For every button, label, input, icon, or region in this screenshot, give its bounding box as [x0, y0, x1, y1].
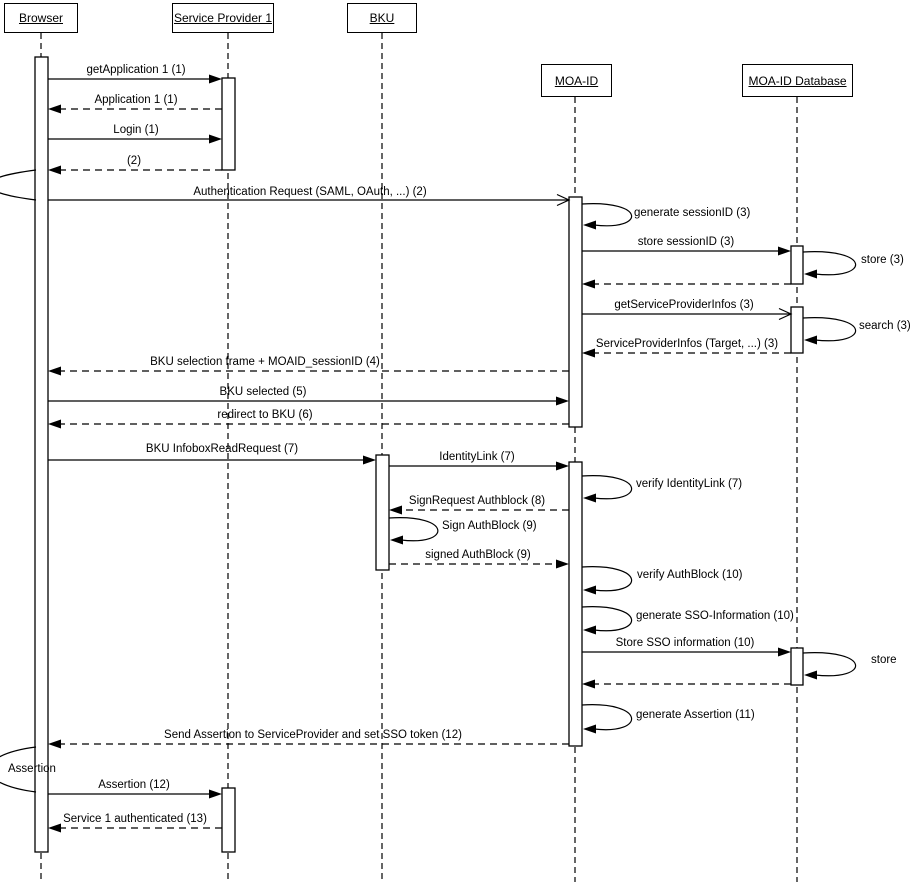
- message-label: Application 1 (1): [94, 94, 178, 106]
- arrowhead-filled: [778, 247, 791, 256]
- actor-label-moa-id-database: MOA-ID Database: [748, 73, 847, 88]
- activation-bar-moa-id-database: [791, 246, 803, 284]
- message-label: BKU InfoboxReadRequest (7): [145, 443, 299, 455]
- message-label: BKU selected (5): [219, 386, 307, 398]
- self-loop-moa-id-database: [803, 318, 856, 341]
- self-loop-label: Sign AuthBlock (9): [442, 520, 537, 532]
- actor-box-moa-id: [541, 64, 612, 97]
- actor-label-browser: Browser: [18, 11, 63, 25]
- message-label: (2): [126, 155, 142, 167]
- message-label: BKU selection frame + MOAID_sessionID (4): [150, 356, 380, 368]
- arrowhead-filled: [389, 506, 402, 515]
- arrowhead-filled: [556, 462, 569, 471]
- self-loop-label: generate Assertion (11): [636, 709, 755, 721]
- self-loop-moa-id: [582, 607, 632, 631]
- arrowhead-filled: [390, 536, 403, 545]
- self-loop-moa-id: [582, 204, 632, 226]
- message-label: Authentication Request (SAML, OAuth, ...) (2): [193, 186, 427, 198]
- actor-box-browser: [4, 3, 78, 33]
- arrowhead-filled: [209, 135, 222, 144]
- arrowhead-filled: [582, 349, 595, 358]
- actor-box-bku: [347, 3, 417, 33]
- activation-bar-moa-id-database: [791, 307, 803, 353]
- self-loop-label: verify AuthBlock (10): [637, 569, 743, 581]
- arrowhead-filled: [48, 166, 61, 175]
- actor-box-moa-id-database: [742, 64, 853, 97]
- message-label: signed AuthBlock (9): [425, 549, 531, 561]
- message-label: Service 1 authenticated (13): [63, 813, 207, 825]
- arrowhead-filled: [48, 740, 61, 749]
- message-label: getApplication 1 (1): [86, 64, 186, 76]
- arrowhead-filled: [583, 494, 596, 503]
- activation-bar-browser: [35, 57, 48, 852]
- arrowhead-filled: [804, 336, 817, 345]
- self-loop-label: generate sessionID (3): [634, 207, 751, 219]
- left-arc-browser: [0, 170, 36, 200]
- arrowhead-filled: [209, 75, 222, 84]
- self-loop-moa-id: [582, 476, 632, 499]
- arrowhead-filled: [48, 420, 61, 429]
- message-label: redirect to BKU (6): [217, 409, 313, 421]
- message-label: Login (1): [113, 124, 159, 136]
- actor-label-service-provider-1: Service Provider 1: [173, 11, 273, 25]
- left-arc-label: Assertion: [8, 763, 56, 775]
- message-label: SignRequest Authblock (8): [408, 495, 546, 507]
- actor-box-service-provider-1: [172, 3, 274, 33]
- message-label: Send Assertion to ServiceProvider and set SSO token (12): [164, 729, 462, 741]
- arrowhead-filled: [556, 397, 569, 406]
- activation-bar-service-provider-1: [222, 788, 235, 852]
- actor-label-bku: BKU: [369, 11, 395, 25]
- arrowhead-filled: [583, 725, 596, 734]
- self-loop-label: search (3): [859, 320, 911, 332]
- arrowhead-filled: [582, 280, 595, 289]
- activation-bar-moa-id-database: [791, 648, 803, 685]
- self-loop-label: verify IdentityLink (7): [636, 478, 743, 490]
- self-loop-label: store (3): [861, 254, 904, 266]
- arrowhead-filled: [556, 560, 569, 569]
- arrowhead-filled: [804, 671, 817, 680]
- arrowhead-filled: [48, 824, 61, 833]
- arrowhead-filled: [778, 648, 791, 657]
- arrowhead-filled: [48, 367, 61, 376]
- self-loop-moa-id: [582, 705, 632, 730]
- message-label: ServiceProviderInfos (Target, ...) (3): [595, 338, 779, 350]
- message-label: Assertion (12): [98, 779, 170, 791]
- self-loop-moa-id-database: [803, 653, 856, 676]
- self-loop-label: store: [871, 654, 897, 666]
- message-label: store sessionID (3): [637, 236, 735, 248]
- arrowhead-filled: [804, 270, 817, 279]
- self-loop-moa-id: [582, 567, 632, 591]
- arrowhead-filled: [583, 221, 596, 230]
- activation-bar-moa-id: [569, 462, 582, 746]
- arrowhead-filled: [583, 626, 596, 635]
- self-loop-label: generate SSO-Information (10): [636, 610, 794, 622]
- actor-label-moa-id: MOA-ID: [554, 73, 599, 88]
- activation-bar-moa-id: [569, 197, 582, 427]
- arrowhead-filled: [209, 790, 222, 799]
- activation-bar-bku: [376, 455, 389, 570]
- arrowhead-filled: [582, 680, 595, 689]
- arrowhead-filled: [48, 105, 61, 114]
- arrowhead-filled: [583, 586, 596, 595]
- activation-bar-service-provider-1: [222, 78, 235, 170]
- message-label: IdentityLink (7): [439, 451, 515, 463]
- self-loop-moa-id-database: [803, 252, 856, 275]
- message-label: Store SSO information (10): [615, 637, 755, 649]
- arrowhead-filled: [363, 456, 376, 465]
- self-loop-bku: [389, 518, 438, 541]
- message-label: getServiceProviderInfos (3): [614, 299, 754, 311]
